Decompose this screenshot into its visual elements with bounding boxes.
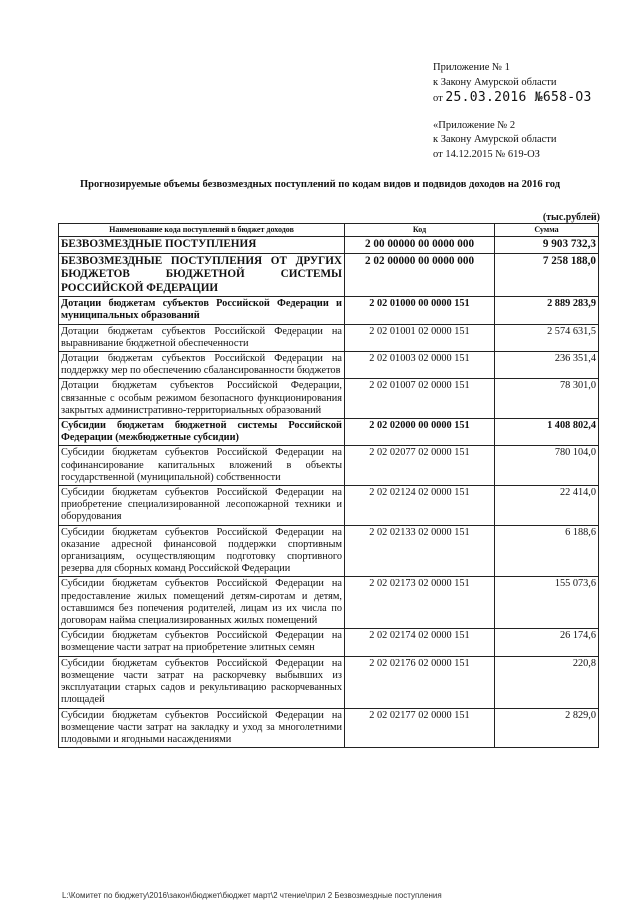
table-row	[59, 419, 599, 446]
row-amount: 78 301,0	[495, 379, 599, 419]
row-name: Субсидии бюджетам субъектов Российской Федерации на возмещение части затрат на раскорчевку выбывших из эксплуатации старых садов и рекультивацию раскорчеванных площадей	[59, 656, 345, 708]
header-amount: Сумма	[495, 224, 599, 237]
header-name: Наименование кода поступлений в бюджет доходов	[59, 224, 345, 237]
row-name: Дотации бюджетам субъектов Российской Федерации на выравнивание бюджетной обеспеченности	[59, 324, 345, 351]
revenue-table	[58, 223, 599, 748]
table-header-row	[59, 224, 599, 237]
row-name: Субсидии бюджетам субъектов Российской Федерации на предоставление жилых помещений детям-сиротам и детям, оставшимся без попечения родителей, лицам из их числа по договорам найма специализированных жилых помещений	[59, 577, 345, 629]
row-amount: 7 258 188,0	[495, 253, 599, 297]
row-name: Дотации бюджетам субъектов Российской Федерации на поддержку мер по обеспечению сбалансированности бюджетов	[59, 352, 345, 379]
table-row	[59, 352, 599, 379]
row-amount: 22 414,0	[495, 486, 599, 526]
row-amount: 2 889 283,9	[495, 297, 599, 324]
row-code: 2 02 02174 02 0000 151	[345, 629, 495, 656]
row-amount: 780 104,0	[495, 446, 599, 486]
row-amount: 2 829,0	[495, 708, 599, 748]
row-name: БЕЗВОЗМЕЗДНЫЕ ПОСТУПЛЕНИЯ	[59, 237, 345, 254]
row-amount: 155 073,6	[495, 577, 599, 629]
table-row	[59, 577, 599, 629]
table-row	[59, 237, 599, 254]
appendix-label: Приложение № 1	[433, 62, 510, 73]
row-name: Субсидии бюджетам субъектов Российской Федерации на приобретение специализированной лесопожарной техники и оборудования	[59, 486, 345, 526]
row-name: Субсидии бюджетам субъектов Российской Федерации на возмещение части затрат на закладку и уход за многолетними плодовыми и ягодными насаждениями	[59, 708, 345, 748]
row-amount: 9 903 732,3	[495, 237, 599, 254]
row-code: 2 02 01007 02 0000 151	[345, 379, 495, 419]
table-row	[59, 446, 599, 486]
old-law-date: от 14.12.2015 № 619-ОЗ	[433, 148, 540, 160]
row-code: 2 02 01001 02 0000 151	[345, 324, 495, 351]
table-row	[59, 629, 599, 656]
table-row	[59, 324, 599, 351]
row-code: 2 02 02124 02 0000 151	[345, 486, 495, 526]
table-row	[59, 297, 599, 324]
row-code: 2 02 02077 02 0000 151	[345, 446, 495, 486]
row-name: Субсидии бюджетам бюджетной системы Российской Федерации (межбюджетные субсидии)	[59, 419, 345, 446]
old-appendix-label: «Приложение № 2	[433, 119, 516, 131]
appendix-header	[433, 61, 592, 162]
row-amount: 1 408 802,4	[495, 419, 599, 446]
row-code: 2 02 02000 00 0000 151	[345, 419, 495, 446]
row-amount: 6 188,6	[495, 525, 599, 577]
table-body	[59, 237, 599, 748]
table-row	[59, 379, 599, 419]
old-to-law-label: к Закону Амурской области	[433, 134, 557, 145]
row-name: Дотации бюджетам субъектов Российской Федерации и муниципальных образований	[59, 297, 345, 324]
row-amount: 26 174,6	[495, 629, 599, 656]
units-label: (тыс.рублей)	[542, 212, 600, 223]
row-code: 2 02 02173 02 0000 151	[345, 577, 495, 629]
to-law-label: к Закону Амурской области	[433, 76, 557, 88]
row-amount: 236 351,4	[495, 352, 599, 379]
row-code: 2 02 02176 02 0000 151	[345, 656, 495, 708]
document-title: Прогнозируемые объемы безвозмездных поступлений по кодам видов и подвидов доходов на 2016 год	[79, 179, 561, 190]
row-name: Субсидии бюджетам субъектов Российской Федерации на софинансирование капитальных вложений в объекты государственной (муниципальной) собственности	[59, 446, 345, 486]
row-name: БЕЗВОЗМЕЗДНЫЕ ПОСТУПЛЕНИЯ ОТ ДРУГИХ БЮДЖЕТОВ БЮДЖЕТНОЙ СИСТЕМЫ РОССИЙСКОЙ ФЕДЕРАЦИИ	[59, 253, 345, 297]
table-row	[59, 708, 599, 748]
table-row	[59, 656, 599, 708]
header-code: Код	[345, 224, 495, 237]
table-row	[59, 486, 599, 526]
date-prefix: от	[433, 93, 443, 104]
date-stamp: 25.03.2016 №658-ОЗ	[445, 90, 592, 105]
file-path-footer: L:\Комитет по бюджету\2016\закон\бюджет\бюджет март\2 чтение\прил 2 Безвозмездные поступления	[62, 891, 442, 900]
row-code: 2 02 01000 00 0000 151	[345, 297, 495, 324]
table-row	[59, 253, 599, 297]
row-name: Субсидии бюджетам субъектов Российской Федерации на оказание адресной финансовой поддержки спортивным организациям, осуществляющим подготовку спортивного резерва для сборных команд Российской Федерации	[59, 525, 345, 577]
table-row	[59, 525, 599, 577]
row-code: 2 02 02133 02 0000 151	[345, 525, 495, 577]
row-name: Субсидии бюджетам субъектов Российской Федерации на возмещение части затрат на приобретение элитных семян	[59, 629, 345, 656]
row-code: 2 02 00000 00 0000 000	[345, 253, 495, 297]
law-date-line	[433, 91, 592, 107]
row-amount: 220,8	[495, 656, 599, 708]
row-amount: 2 574 631,5	[495, 324, 599, 351]
row-name: Дотации бюджетам субъектов Российской Федерации, связанные с особым режимом безопасного функционирования закрытых административно-территориальных образований	[59, 379, 345, 419]
row-code: 2 02 01003 02 0000 151	[345, 352, 495, 379]
row-code: 2 00 00000 00 0000 000	[345, 237, 495, 254]
row-code: 2 02 02177 02 0000 151	[345, 708, 495, 748]
